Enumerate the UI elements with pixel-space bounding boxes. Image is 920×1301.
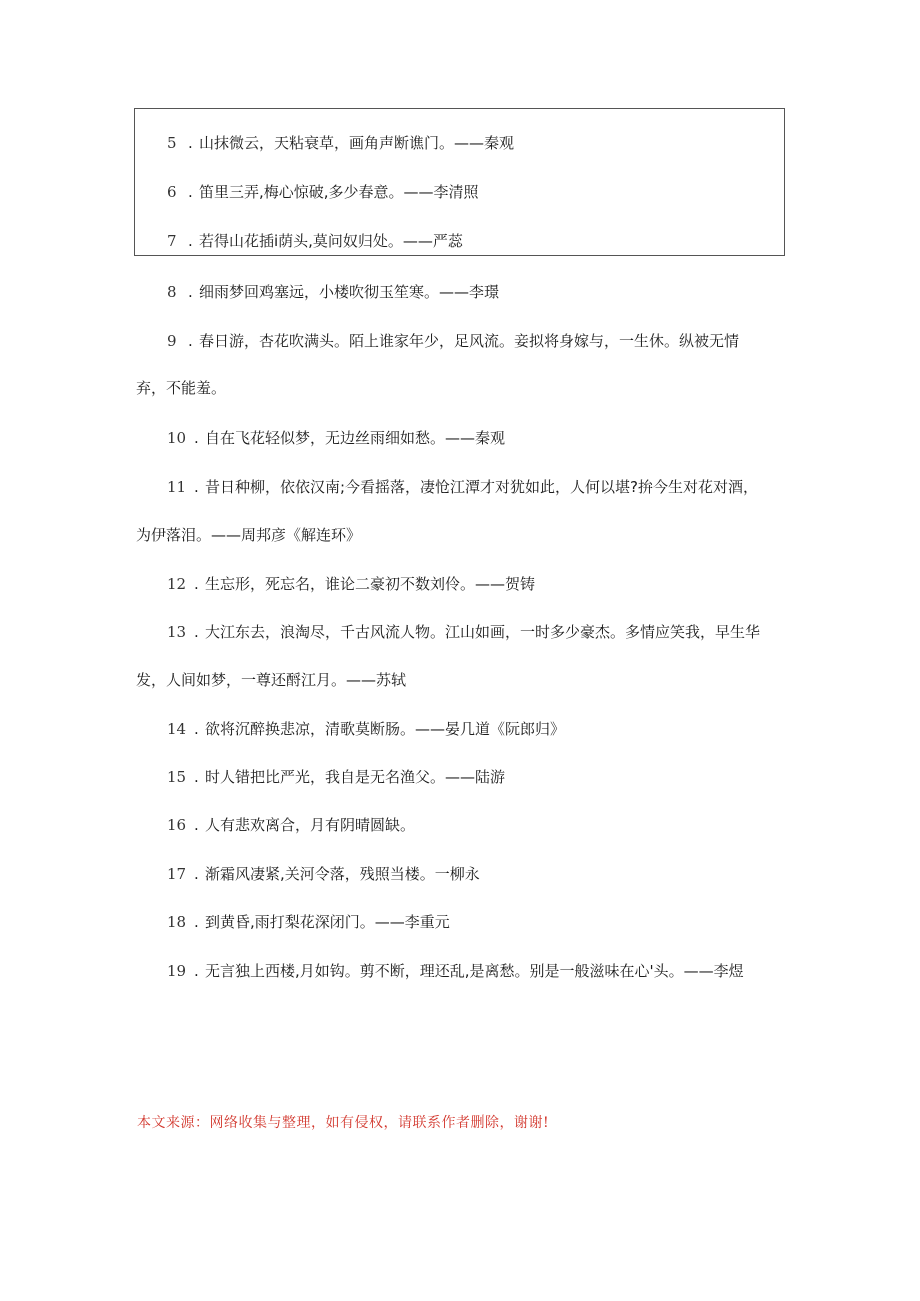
item-separator: . [188, 183, 193, 201]
item-number: 5 [167, 134, 177, 152]
item-number: 11 [167, 478, 187, 496]
item-separator: . [194, 623, 199, 641]
item-number: 10 [167, 429, 187, 447]
item-number: 6 [167, 183, 177, 201]
item-text: 昔日种柳，依依汉南;今看摇落，凄怆江潭才对犹如此，人何以堪?拚今生对花对酒， [205, 478, 759, 496]
item-text: 山抹微云，天粘衰草，画角声断谯门。——秦观 [199, 134, 515, 152]
item-number: 19 [167, 962, 187, 980]
item-number: 9 [167, 332, 177, 350]
item-separator: . [194, 865, 199, 883]
item-number: 16 [167, 816, 187, 834]
item-text: 无言独上西楼,月如钩。剪不断，理还乱,是离愁。别是一般滋味在心'头。——李煜 [205, 962, 744, 980]
item-number: 15 [167, 768, 187, 786]
item-separator: . [188, 134, 193, 152]
item-separator: . [188, 283, 193, 301]
item-text: 春日游，杏花吹满头。陌上谁家年少，足风流。妾拟将身嫁与，一生休。纵被无情 [199, 332, 740, 350]
item-text: 生忘形，死忘名，谁论二豪初不数刘伶。——贺铸 [205, 575, 536, 593]
item-text-continuation: 弃，不能羞。 [136, 379, 227, 397]
item-separator: . [194, 429, 199, 447]
item-separator: . [194, 913, 199, 931]
item-separator: . [194, 768, 199, 786]
item-number: 18 [167, 913, 187, 931]
item-number: 14 [167, 720, 187, 738]
item-separator: . [188, 232, 193, 250]
item-text: 笛里三弄,梅心惊破,多少春意。——李清照 [199, 183, 479, 201]
item-number: 13 [167, 623, 187, 641]
item-text-continuation: 发，人间如梦，一尊还酹江月。——苏轼 [136, 671, 407, 689]
item-text: 自在飞花轻似梦，无边丝雨细如愁。——秦观 [205, 429, 506, 447]
item-text: 到黄昏,雨打梨花深闭门。——李重元 [205, 913, 450, 931]
item-number: 7 [167, 232, 177, 250]
item-text: 欲将沉醉换悲凉，清歌莫断肠。——晏几道《阮郎归》 [205, 720, 566, 738]
item-text: 细雨梦回鸡塞远，小楼吹彻玉笙寒。——李璟 [199, 283, 500, 301]
item-text: 人有悲欢离合，月有阴晴圆缺。 [205, 816, 416, 834]
item-separator: . [194, 962, 199, 980]
item-separator: . [194, 478, 199, 496]
item-separator: . [194, 720, 199, 738]
item-number: 17 [167, 865, 187, 883]
item-number: 12 [167, 575, 187, 593]
item-separator: . [188, 332, 193, 350]
item-text: 渐霜风凄紧,关河令落，残照当楼。一柳永 [205, 865, 480, 883]
item-text: 时人错把比严光，我自是无名渔父。——陆游 [205, 768, 506, 786]
item-number: 8 [167, 283, 177, 301]
item-separator: . [194, 816, 199, 834]
item-text: 大江东去，浪淘尽，千古风流人物。江山如画，一时多少豪杰。多情应笑我，早生华 [205, 623, 761, 641]
source-footer: 本文来源：网络收集与整理，如有侵权，请联系作者删除，谢谢! [137, 1115, 550, 1131]
item-text: 若得山花插i荫头,莫问奴归处。——严蕊 [199, 232, 463, 250]
item-separator: . [194, 575, 199, 593]
item-text-continuation: 为伊落泪。——周邦彦《解连环》 [136, 526, 362, 544]
